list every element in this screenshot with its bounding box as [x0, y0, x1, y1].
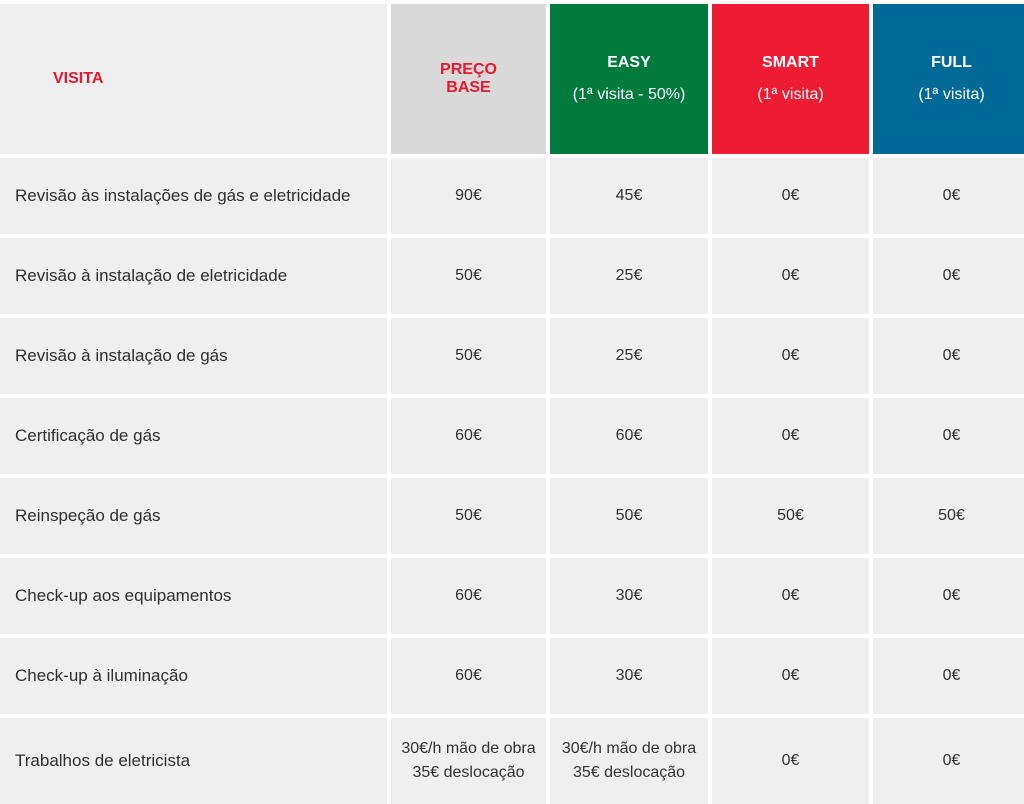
header-easy-sub: (1ª visita - 50%): [572, 86, 686, 103]
price-easy: [550, 718, 708, 804]
header-smart: [712, 4, 869, 154]
price-full: 0€: [873, 398, 1024, 474]
price-full: 0€: [873, 638, 1024, 714]
row-label: Check-up aos equipamentos: [0, 558, 387, 634]
header-full: [873, 4, 1024, 154]
header-easy: [550, 4, 708, 154]
header-preco-base: [391, 4, 546, 154]
price-base-line1: 30€/h mão de obra: [401, 740, 536, 757]
header-smart-sub: (1ª visita): [757, 86, 824, 103]
price-easy: 30€: [550, 638, 708, 714]
price-base: 60€: [391, 638, 546, 714]
price-smart: 0€: [712, 718, 869, 804]
header-preco-base-line2: BASE: [446, 79, 491, 96]
header-smart-title: SMART: [762, 54, 819, 71]
header-visita: VISITA: [0, 4, 387, 154]
price-smart: 0€: [712, 558, 869, 634]
row-label: Revisão à instalação de gás: [0, 318, 387, 394]
header-full-sub: (1ª visita): [918, 86, 985, 103]
price-smart: 0€: [712, 638, 869, 714]
price-smart: 0€: [712, 158, 869, 234]
price-full: 0€: [873, 718, 1024, 804]
price-easy: 50€: [550, 478, 708, 554]
price-smart: 0€: [712, 318, 869, 394]
price-full: 50€: [873, 478, 1024, 554]
header-preco-base-line1: PREÇO: [440, 61, 497, 78]
row-label: Check-up à iluminação: [0, 638, 387, 714]
price-easy: 60€: [550, 398, 708, 474]
price-base: 90€: [391, 158, 546, 234]
price-smart: 0€: [712, 398, 869, 474]
row-label: Revisão à instalação de eletricidade: [0, 238, 387, 314]
price-smart: 50€: [712, 478, 869, 554]
price-full: 0€: [873, 158, 1024, 234]
price-easy: 25€: [550, 238, 708, 314]
row-label: Revisão às instalações de gás e eletricidade: [0, 158, 387, 234]
row-label: Reinspeção de gás: [0, 478, 387, 554]
row-label: Certificação de gás: [0, 398, 387, 474]
header-full-title: FULL: [931, 54, 972, 71]
price-easy: 25€: [550, 318, 708, 394]
price-easy-line1: 30€/h mão de obra: [561, 740, 697, 757]
price-base-line2: 35€ deslocação: [412, 764, 525, 781]
price-easy: 45€: [550, 158, 708, 234]
price-easy-line2: 35€ deslocação: [572, 764, 686, 781]
price-base: 50€: [391, 318, 546, 394]
price-easy: 30€: [550, 558, 708, 634]
price-base: 60€: [391, 558, 546, 634]
price-base: 50€: [391, 478, 546, 554]
price-base: [391, 718, 546, 804]
row-label: Trabalhos de eletricista: [0, 718, 387, 804]
price-full: 0€: [873, 318, 1024, 394]
price-base: 50€: [391, 238, 546, 314]
price-full: 0€: [873, 558, 1024, 634]
price-full: 0€: [873, 238, 1024, 314]
price-base: 60€: [391, 398, 546, 474]
header-easy-title: EASY: [607, 54, 651, 71]
price-smart: 0€: [712, 238, 869, 314]
